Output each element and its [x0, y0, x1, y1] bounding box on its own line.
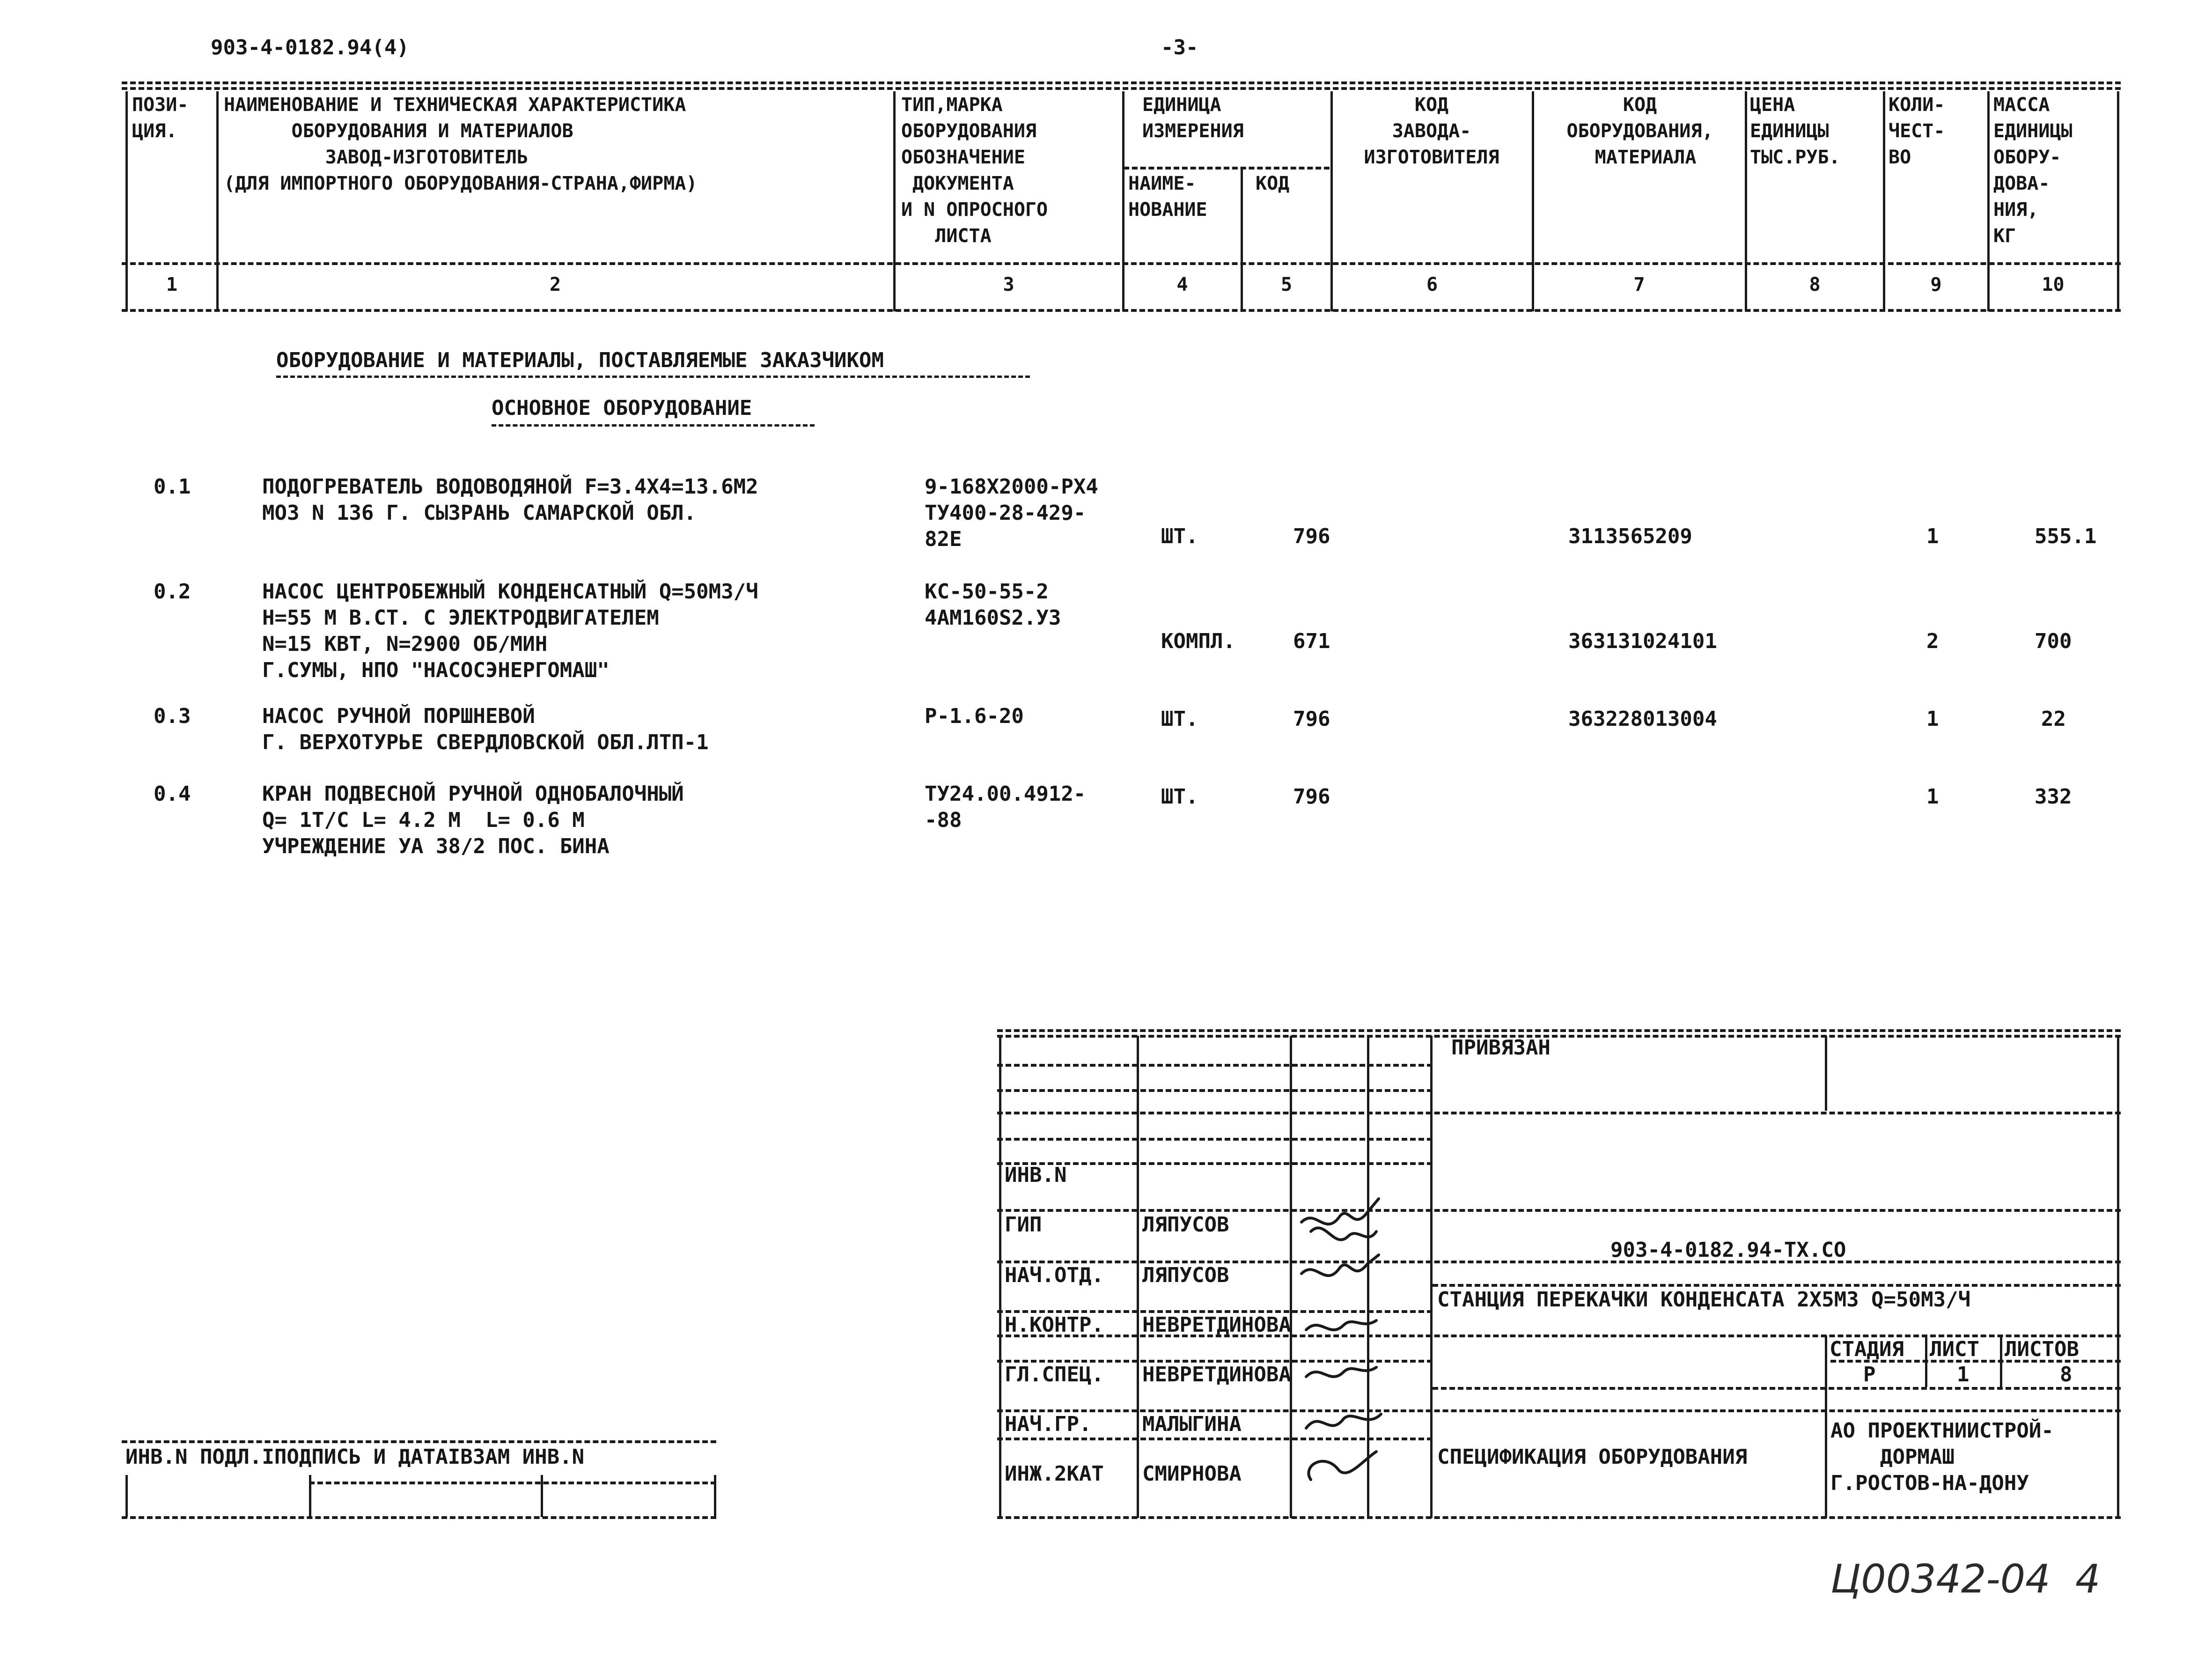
item-type: Р-1.6-20	[925, 704, 1024, 728]
stamp-sheet-value: 1	[1957, 1363, 1969, 1386]
stamp-name: МАЛЫГИНА	[1142, 1412, 1242, 1436]
inv-stamp-col	[714, 1475, 716, 1517]
stamp-stage-value: Р	[1863, 1363, 1876, 1386]
stamp-col-rule	[999, 1036, 1001, 1518]
item-type: КС-50-55-2 4АМ160S2.У3	[925, 580, 1061, 630]
page-number: -3-	[1161, 36, 1198, 59]
section-heading-underline	[276, 376, 1030, 378]
stamp-col-rule	[1137, 1036, 1139, 1518]
inv-stamp-col	[541, 1475, 543, 1517]
item-unit-code: 671	[1293, 629, 1330, 653]
stamp-stage-label: СТАДИЯ	[1830, 1337, 1904, 1361]
stamp-organization: АО ПРОЕКТНИИСТРОЙ- ДОРМАШ Г.РОСТОВ-НА-ДОНУ	[1830, 1419, 2054, 1495]
stamp-sheets-label: ЛИСТОВ	[2005, 1337, 2079, 1361]
header-top-rule-2	[122, 87, 2121, 90]
document-code-top: 903-4-0182.94(4)	[211, 36, 409, 59]
col-header-equipment-code: КОД ОБОРУДОВАНИЯ, МАТЕРИАЛА	[1566, 94, 1713, 168]
item-name: НАСОС РУЧНОЙ ПОРШНЕВОЙ Г. ВЕРХОТУРЬЕ СВЕРДЛОВСКОЙ ОБЛ.ЛТП-1	[262, 704, 709, 754]
item-position: 0.1	[154, 475, 191, 499]
item-unit-code: 796	[1293, 524, 1330, 548]
item-type: ТУ24.00.4912- -88	[925, 782, 1086, 832]
stamp-project-title: СТАНЦИЯ ПЕРЕКАЧКИ КОНДЕНСАТА 2Х5М3 Q=50М3/Ч	[1437, 1288, 1971, 1312]
col-number: 4	[1176, 274, 1188, 295]
col-number: 2	[549, 274, 561, 295]
col-header-type: ТИП,МАРКА ОБОРУДОВАНИЯ ОБОЗНАЧЕНИЕ ДОКУМЕНТА И N ОПРОСНОГО ЛИСТА	[901, 94, 1048, 247]
col-header-unit-name: НАИМЕ- НОВАНИЕ	[1128, 173, 1207, 221]
stamp-role: НАЧ.ОТД.	[1005, 1263, 1104, 1287]
item-type: 9-168X2000-PX4 ТУ400-28-429- 82Е	[925, 475, 1098, 551]
item-unit: ШТ.	[1161, 785, 1198, 809]
item-position: 0.2	[154, 580, 191, 604]
stamp-role: НАЧ.ГР.	[1005, 1412, 1092, 1436]
col-number: 7	[1633, 274, 1645, 295]
item-unit: ШТ.	[1161, 707, 1198, 731]
col-header-plant-code: КОД ЗАВОДА- ИЗГОТОВИТЕЛЯ	[1364, 94, 1499, 168]
col-header-name: НАИМЕНОВАНИЕ И ТЕХНИЧЕСКАЯ ХАРАКТЕРИСТИКА ОБОРУДОВАНИЯ И МАТЕРИАЛОВ ЗАВОД-ИЗГОТОВИТЕЛЬ (ДЛЯ ИМПОРТНОГО ОБОРУДОВАНИЯ-СТРАНА,ФИРМА)	[224, 94, 698, 194]
section-subheading: ОСНОВНОЕ ОБОРУДОВАНИЕ	[492, 396, 752, 420]
inv-stamp-rule	[122, 1440, 716, 1443]
inv-stamp-col	[125, 1475, 128, 1517]
col-header-unit: ЕДИНИЦА ИЗМЕРЕНИЯ	[1142, 94, 1244, 142]
stamp-name: ЛЯПУСОВ	[1142, 1213, 1229, 1237]
stamp-inv-no: ИНВ.N	[1005, 1163, 1067, 1187]
col-header-position: ПОЗИ- ЦИЯ.	[132, 94, 189, 142]
stamp-role: Н.КОНТР.	[1005, 1313, 1104, 1337]
item-unit-code: 796	[1293, 785, 1330, 809]
col-header-unit-code: КОД	[1256, 173, 1290, 194]
stamp-name: НЕВРЕТДИНОВА	[1142, 1313, 1291, 1337]
stamp-privyazan: ПРИВЯЗАН	[1451, 1036, 1551, 1060]
handwritten-signatures	[1297, 1189, 1390, 1489]
item-quantity: 1	[1926, 785, 1939, 809]
item-mass: 332	[2035, 785, 2072, 809]
inv-stamp-header: ИНВ.N ПОДЛ.IПОДПИСЬ И ДАТАIВЗАМ ИНВ.N	[125, 1445, 585, 1469]
item-quantity: 1	[1926, 524, 1939, 548]
col-header-price: ЦЕНА ЕДИНИЦЫ ТЫС.РУБ.	[1750, 94, 1840, 168]
stamp-rule	[997, 1112, 2121, 1114]
inv-stamp-rule	[309, 1482, 716, 1484]
stamp-sheets-value: 8	[2060, 1363, 2072, 1386]
stamp-role: ИНЖ.2КАТ	[1005, 1462, 1104, 1486]
stamp-rule	[997, 1516, 2121, 1519]
stamp-rule	[997, 1035, 2121, 1038]
stamp-rule	[1433, 1284, 2121, 1287]
stamp-document-code: 903-4-0182.94-ТХ.СО	[1610, 1238, 1846, 1262]
stamp-role: ГЛ.СПЕЦ.	[1005, 1363, 1104, 1386]
item-quantity: 1	[1926, 707, 1939, 731]
stamp-col-rule	[1925, 1335, 1927, 1387]
item-unit-code: 796	[1293, 707, 1330, 731]
col-number: 5	[1280, 274, 1293, 295]
item-mass: 22	[2041, 707, 2066, 731]
stamp-name: СМИРНОВА	[1142, 1462, 1242, 1486]
stamp-col-rule	[1290, 1036, 1292, 1518]
unit-split-rule	[1124, 167, 1330, 170]
item-mass: 700	[2035, 629, 2072, 653]
stamp-name: ЛЯПУСОВ	[1142, 1263, 1229, 1287]
item-position: 0.4	[154, 782, 191, 806]
inv-stamp-col	[309, 1475, 311, 1517]
stamp-sheet-label: ЛИСТ	[1930, 1337, 1979, 1361]
col-header-quantity: КОЛИ- ЧЕСТ- ВО	[1889, 94, 1945, 168]
section-heading: ОБОРУДОВАНИЕ И МАТЕРИАЛЫ, ПОСТАВЛЯЕМЫЕ ЗАКАЗЧИКОМ	[276, 348, 884, 372]
item-name: КРАН ПОДВЕСНОЙ РУЧНОЙ ОДНОБАЛОЧНЫЙ Q= 1Т/С L= 4.2 М L= 0.6 М УЧРЕЖДЕНИЕ УА 38/2 ПОС. БИНА	[262, 782, 684, 858]
item-unit: ШТ.	[1161, 524, 1198, 548]
stamp-rule	[997, 1029, 2121, 1032]
header-mid-rule	[122, 262, 2121, 265]
stamp-name: НЕВРЕТДИНОВА	[1142, 1363, 1291, 1386]
stamp-col-rule	[1825, 1036, 1827, 1111]
col-number: 10	[2042, 274, 2065, 295]
stamp-col-rule	[1430, 1036, 1433, 1518]
stamp-rule	[997, 1209, 2121, 1212]
item-mass: 555.1	[2035, 524, 2097, 548]
item-name: ПОДОГРЕВАТЕЛЬ ВОДОВОДЯНОЙ F=3.4X4=13.6М2 МОЗ N 136 Г. СЫЗРАНЬ САМАРСКОЙ ОБЛ.	[262, 475, 758, 525]
stamp-role: ГИП	[1005, 1213, 1042, 1237]
item-quantity: 2	[1926, 629, 1939, 653]
item-equipment-code: 3113565209	[1568, 524, 1692, 548]
col-header-mass: МАССА ЕДИНИЦЫ ОБОРУ- ДОВА- НИЯ, КГ	[1993, 94, 2072, 247]
item-equipment-code: 363131024101	[1568, 629, 1717, 653]
col-number: 1	[166, 274, 178, 295]
header-bottom-rule	[122, 309, 2121, 312]
col-number: 9	[1930, 274, 1942, 295]
stamp-col-rule	[2000, 1335, 2002, 1387]
item-name: НАСОС ЦЕНТРОБЕЖНЫЙ КОНДЕНСАТНЫЙ Q=50М3/Ч Н=55 М В.СТ. С ЭЛЕКТРОДВИГАТЕЛЕМ N=15 КВТ, N=2900 ОБ/МИН Г.СУМЫ, НПО "НАСОСЭНЕРГОМАШ"	[262, 580, 758, 682]
item-unit: КОМПЛ.	[1161, 629, 1235, 653]
item-position: 0.3	[154, 704, 191, 728]
col-number: 3	[1003, 274, 1014, 295]
item-equipment-code: 363228013004	[1568, 707, 1717, 731]
col-number: 6	[1426, 274, 1438, 295]
stamp-sheet-title: СПЕЦИФИКАЦИЯ ОБОРУДОВАНИЯ	[1437, 1445, 1748, 1469]
stamp-col-rule	[1825, 1335, 1827, 1518]
col-sep	[2117, 91, 2119, 311]
section-subheading-underline	[492, 424, 815, 427]
stamp-rule	[1433, 1387, 2121, 1390]
header-top-rule	[122, 81, 2121, 84]
col-number: 8	[1809, 274, 1821, 295]
stamp-col-rule	[2117, 1036, 2119, 1518]
inv-stamp-rule	[122, 1516, 716, 1519]
archive-number: Ц00342-04 4	[1830, 1556, 2101, 1602]
